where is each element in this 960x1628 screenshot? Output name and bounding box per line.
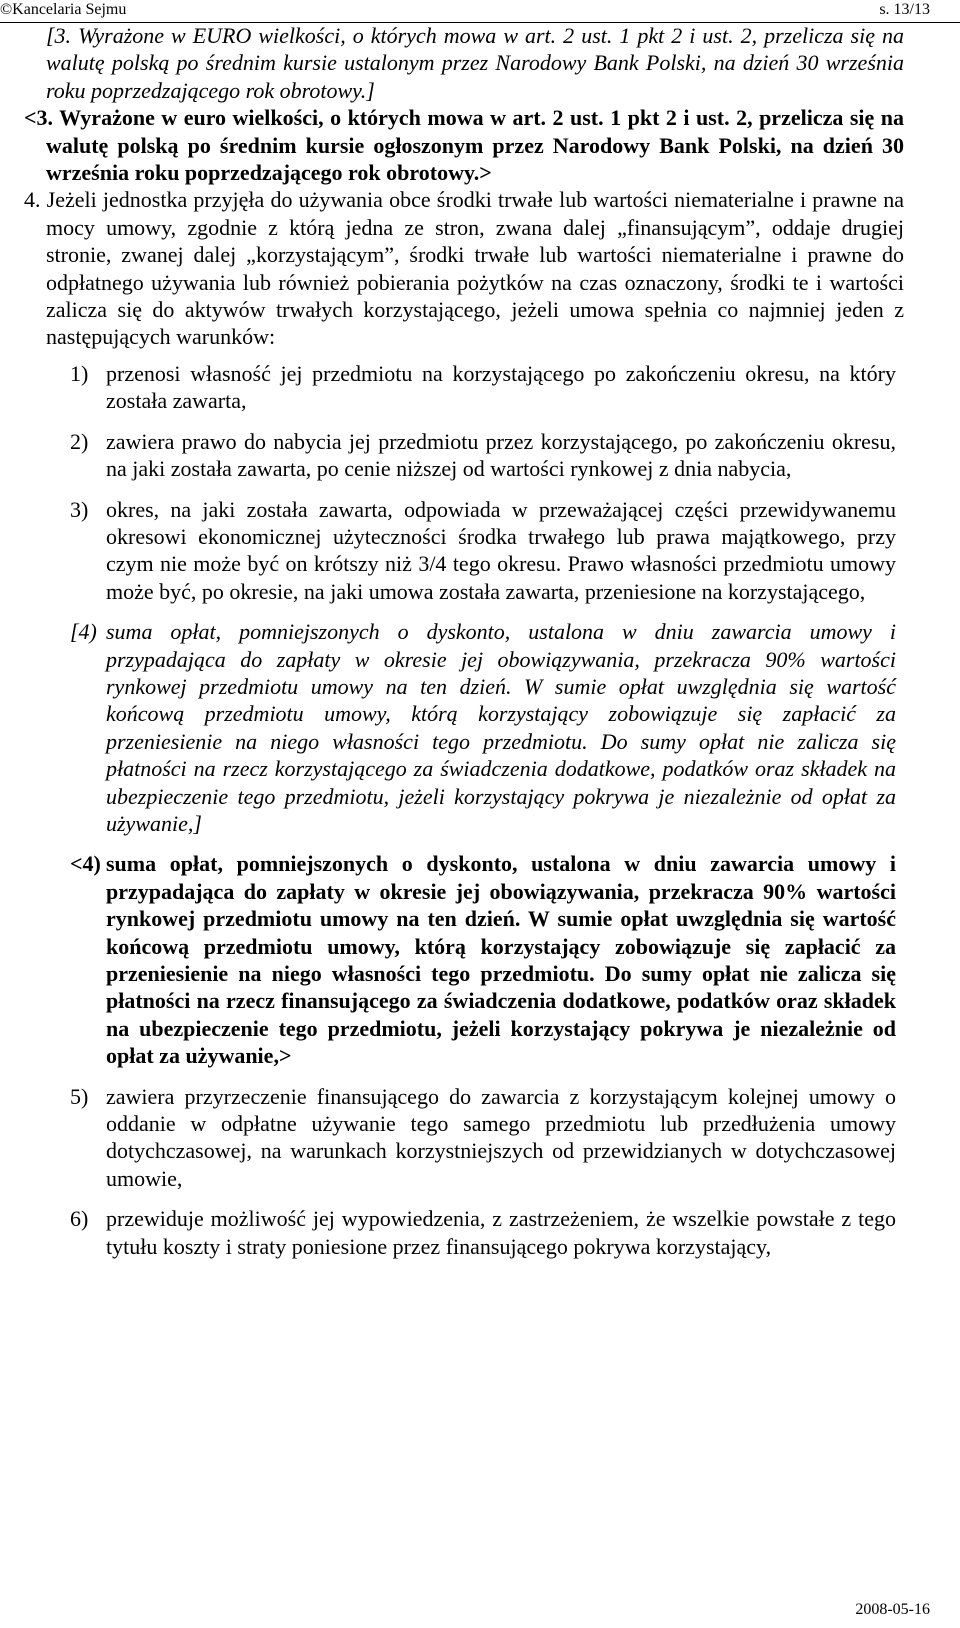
amended-list-item-4 [70,850,896,1069]
page-number: s. 13/13 [879,1,930,18]
list-item-6 [70,1205,896,1260]
list-item-number: 2) [70,428,89,454]
paragraph-4: 4. Jeżeli jednostka przyjęła do używania obce środki trwałe lub wartości niematerialne i prawne na mocy umowy, zgodnie z którą jedna ze stron, zwana dalej „finansującym”, oddaje drugiej stronie, zwanej dalej „korzystającym”, środki trwałe lub wartości niematerialne i prawne do odpłatnego używania lub również pobierania pożytków na czas oznaczony, środki te i wartości zalicza się do aktywów trwałych korzystającego, jeżeli umowa spełnia co najmniej jeden z następujących warunków: [24,187,904,350]
list-item-number: 5) [70,1083,89,1109]
list-item-text: okres, na jaki została zawarta, odpowiada w przeważającej części przewidywanemu okresowi ekonomicznej użyteczności środka trwałego lub prawa majątkowego, przy czym nie może być on krótszy niż 3/4 tego okresu. Prawo własności przedmiotu umowy może być, po okresie, na jaki umowa została zawarta, przeniesione na korzystającego, [106,496,896,604]
list-item-number: <4) [70,851,101,877]
repealed-paragraph-3: [3. Wyrażone w EURO wielkości, o których mowa w art. 2 ust. 1 pkt 2 i ust. 2, przelicza się na walutę polską po średnim kursie ustalonym przez Narodowy Bank Polski, na dzień 30 września roku poprzedzającego rok obrotowy.] [46,23,904,103]
list-item-text: przewiduje możliwość jej wypowiedzenia, z zastrzeżeniem, że wszelkie powstałe z tego tytułu koszty i straty poniesione przez finansującego pokrywa korzystający, [106,1206,896,1259]
list-item-text: przenosi własność jej przedmiotu na korzystającego po zakończeniu okresu, na który została zawarta, [106,360,896,414]
list-item-text: suma opłat, pomniejszonych o dyskonto, ustalona w dniu zawarcia umowy i przypadająca do zapłaty w okresie jej obowiązywania, przekracza 90% wartości rynkowej przedmiotu umowy na ten dzień. W sumie opłat uwzględnia się wartość końcową przedmiotu umowy, którą korzystający zobowiązuje się zapłacić za przeniesienie na niego własności tego przedmiotu. Do sumy opłat nie zalicza się płatności na rzecz korzystającego za świadczenia dodatkowe, podatków oraz składek na ubezpieczenie tego przedmiotu, jeżeli korzystający pokrywa je niezależnie od opłat za używanie,] [106,619,896,836]
list-item-number: 3) [70,496,89,522]
publisher-label: ©Kancelaria Sejmu [0,1,127,18]
list-item-number: 6) [70,1206,89,1232]
list-item-text: suma opłat, pomniejszonych o dyskonto, ustalona w dniu zawarcia umowy i przypadająca do zapłaty w okresie jej obowiązywania, przekracza 90% wartości rynkowej przedmiotu umowy na ten dzień. W sumie opłat uwzględnia się wartość końcową przedmiotu umowy, którą korzystający zobowiązuje się zapłacić za przeniesienie na niego własności tego przedmiotu. Do sumy opłat nie zalicza się płatności na rzecz finansującego za świadczenia dodatkowe, podatków oraz składek na ubezpieczenie tego przedmiotu, jeżeli korzystający pokrywa je niezależnie od opłat za używanie,> [106,851,896,1069]
list-item-5 [70,1083,896,1193]
repealed-list-item-4 [70,618,896,837]
document-date: 2008-05-16 [855,1601,930,1618]
page-header [0,0,960,23]
document-body [24,22,904,1260]
amended-paragraph-3: <3. Wyrażone w euro wielkości, o których mowa w art. 2 ust. 1 pkt 2 i ust. 2, przelicza się na walutę polską po średnim kursie ogłoszonym przez Narodowy Bank Polski, na dzień 30 września roku poprzedzającego rok obrotowy.> [24,105,904,186]
list-item-text: zawiera prawo do nabycia jej przedmiotu przez korzystającego, po zakończeniu okresu, na jaki została zawarta, po cenie niższej od wartości rynkowej z dnia nabycia, [106,428,896,482]
list-item-2 [70,428,896,483]
list-item-number: 1) [70,360,89,386]
list-item-3 [70,496,896,606]
list-item-text: zawiera przyrzeczenie finansującego do zawarcia z korzystającym kolejnej umowy o oddanie w odpłatne używanie tego samego przedmiotu lub przedłużenia umowy dotychczasowej, na warunkach korzystniejszych od przewidzianych w dotychczasowej umowie, [106,1083,896,1191]
list-item-1 [70,360,896,415]
list-item-number: [4) [70,619,97,645]
